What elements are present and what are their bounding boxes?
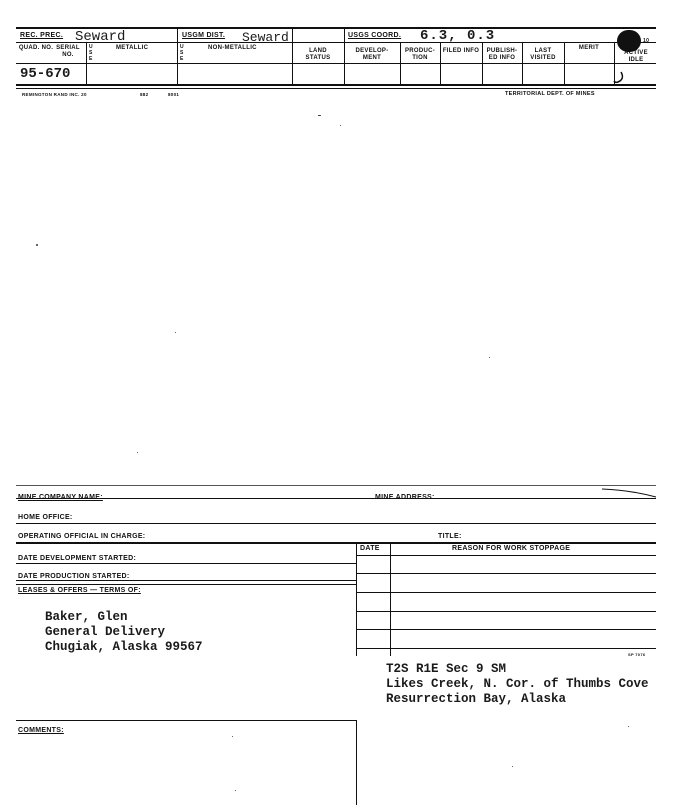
metallic-label: METALLIC [116,45,149,51]
filed-info-label: FILED INFO [442,48,480,54]
serial-no-label: SERIAL NO. [56,45,80,58]
location-region: Resurrection Bay, Alaska [386,692,567,706]
last-visited-label: LAST VISITED [530,48,556,61]
printer-credit: REMINGTON RAND INC. 20 [22,92,87,97]
development-label: DEVELOP- MENT [355,48,389,61]
lessee-address-2: Chugiak, Alaska 99567 [45,640,203,654]
date-production-started-label: DATE PRODUCTION STARTED: [18,573,130,580]
non-metallic-label: NON-METALLIC [208,45,257,51]
scan-curve [600,486,660,500]
usgs-coord-value: 6.3, 0.3 [420,28,496,44]
record-number: 95-670 [20,66,71,82]
date-col-label: DATE [360,545,380,552]
usgm-dist-label: USGM DIST. [182,32,226,39]
operating-official-label: OPERATING OFFICIAL IN CHARGE: [18,533,146,540]
form-code: SP 7076 [628,652,646,657]
printer-code-b: 8001 [168,92,180,97]
land-status-label: LAND STATUS [305,48,331,61]
active-idle-label: ACTIVE IDLE [624,50,648,63]
hook-mark [612,70,626,86]
usgm-dist-value: Seward [242,30,289,45]
merit-label: MERIT [578,45,600,51]
comments-label: COMMENTS: [18,727,64,734]
location-description: Likes Creek, N. Cor. of Thumbs Cove [386,677,649,691]
production-label: PRODUC- TION [404,48,436,61]
corner-code: 10 [643,38,650,44]
punch-hole [617,30,641,52]
date-development-started-label: DATE DEVELOPMENT STARTED: [18,555,137,562]
printer-code-a: 882 [140,92,149,97]
use-mid-label: U S E [180,44,184,62]
department-label: TERRITORIAL DEPT. OF MINES [505,91,595,97]
lessee-address-1: General Delivery [45,625,166,639]
published-info-label: PUBLISH- ED INFO [486,48,518,61]
mine-address-label: MINE ADDRESS: [375,494,435,501]
mine-company-name-label: MINE COMPANY NAME: [18,494,103,501]
title-label: TITLE: [438,533,462,540]
home-office-label: HOME OFFICE: [18,514,73,521]
rec-prec-value: Seward [75,29,126,45]
usgs-coord-label: USGS COORD. [348,32,402,39]
reason-col-label: REASON FOR WORK STOPPAGE [452,545,571,552]
leases-offers-label: LEASES & OFFERS — TERMS OF: [18,587,141,594]
quad-no-label: QUAD. NO. [18,45,54,51]
use-left-label: U S E [89,44,93,62]
location-legal: T2S R1E Sec 9 SM [386,662,507,676]
lessee-name: Baker, Glen [45,610,128,624]
rec-prec-label: REC. PREC. [20,32,64,39]
